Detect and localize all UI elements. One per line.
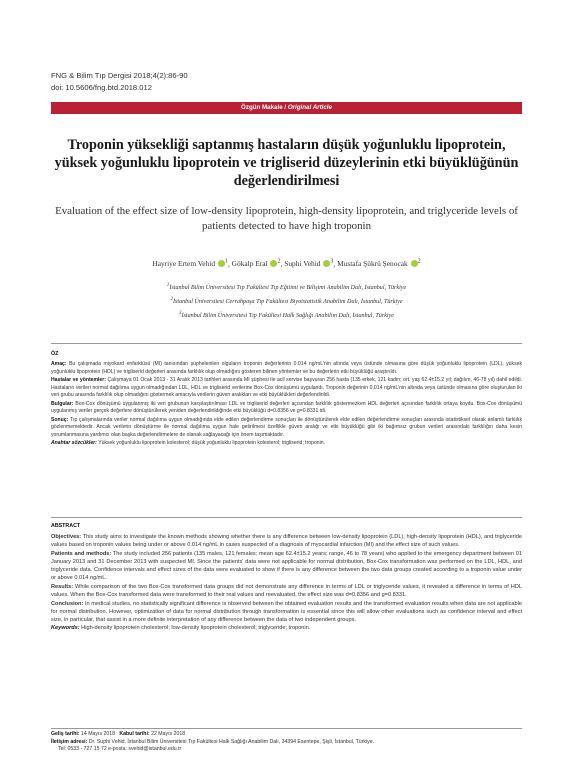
abstract-conclusion: Conclusion: In medical studies, no statistically significant difference is observed between the obtained evaluation results and the transformed evaluation results when data are not applicable for normal distribution. However, optimization of data for normal distribution through transformation is essential since this will allow other evaluations such as confidence interval and effect size, in particular, that assist in a more definite interpretation of any difference between the data of two independent groups. [51, 600, 522, 623]
article-type-sep: / [282, 104, 288, 111]
author: Suphi Vehid $^3$ [284, 259, 334, 269]
author: Gökalp Eral $^2$ [231, 259, 281, 269]
affiliation: $^3$İstanbul Bilim Üniversitesi Tıp Fakültesi Halk Sağlığı Anabilim Dalı, İstanbul, Türkiye [178, 310, 395, 320]
author: Mustafa Şükrü Şenocak $^2$ [337, 259, 421, 269]
oz-heading: ÖZ [51, 351, 59, 357]
divider [51, 517, 522, 518]
oz-keywords: Anahtar sözcükler: Yüksek yoğunluklu lipoprotein kolesterol; düşük yoğunluklu lipoprotein kolesterol; trigliserid; troponin. [51, 440, 325, 447]
contact-address: İletişim adresi: Dr. Suphi Vehid. İstanbul Bilim Üniversitesi Tıp Fakültesi Halk Sağlığı Anabilim Dalı, 34394 Esentepe, Şişli, İstanbul, Türkiye. [51, 738, 375, 745]
doi: doi: 10.5606/fng.btd.2018.012 [51, 83, 152, 92]
oz-amac: Amaç: Bu çalışmada miyokard enfarktüsü (MI) tanısından şüphelenilen olguların troponin değerlerinin 0.014 ng/mL'nin altında veya üstünde olmasına göre düşük yoğunluklu lipoprotein (LDL), yüksek yoğunluklu lipoprotein (HDL) ve trigliserid değerleri arasında farklılık olup olmadığını gösteren bilinen yöntemler ve bu değerlerin etki büyüklüğü araştırıldı. [51, 361, 522, 375]
abstract-keywords: Keywords: High-density lipoprotein cholesterol; low-density lipoprotein cholesterol; triglyceride; troponin. [51, 625, 311, 632]
turkish-abstract [51, 361, 522, 449]
abstract-heading: ABSTRACT [51, 523, 81, 529]
divider [51, 343, 522, 344]
article-type-bar [51, 102, 522, 114]
divider [51, 728, 522, 729]
oz-sonuc: Sonuç: Tıp çalışmalarında veriler normal dağılıma uygun olmadığında elde edilen değerlendirme sonuçları ile dönüştürülerek elde edilen değerlendirme sonuçları arasında istatistiksel olarak anlamlı farklılık gözlenmemektedir. Ancak verilerin dönüştürme ile normal dağılıma uygun hale getirilmesi özellikle güven aralığı ve etki büyüklüğü gibi iki bağımsız grubun verileri arasındaki farklılığın daha kesin yorumlanmasına yardımcı olan başka değerlendirmelere de olanak sağlayacağı için önem taşımaktadır. [51, 416, 523, 439]
contact-phone-email: Tel: 0533 - 727 15 72 e-posta: svehid@istanbul.edu.tr [58, 746, 182, 753]
orcid-icon[interactable] [218, 260, 225, 267]
article-type-en: Original Article [287, 104, 332, 111]
abstract-patients: Patients and methods: The study included 256 patients (135 males, 121 females; mean age 62.4±15.2 years; range, 46 to 78 years) who applied to the emergency department between 01 January 2013 and 31 December 2013 with suspected MI. Since the patients' data were not applicable for normal distribution, Box-Cox transformation was performed on the LDL, HDL, and triglyceride data. Confidence intervals and effect sizes of the data were evaluated to show if there is any difference between the two data groups created according to a troponin value under or above 0.014 ng/mL. [51, 550, 522, 582]
abstract-results: Results: While comparison of the two Box-Cox transformed data groups did not demonstrate any difference in terms of LDL or triglyceride values, it revealed a difference in terms of HDL values. When the Box-Cox transformed data were transformed to their real values and reevaluated, the effect size was d=0.8356 and g=0.8331. [51, 583, 522, 598]
affiliation: $^2$İstanbul Üniversitesi Cerrahpaşa Tıp Fakültesi Biyoistatistik Anabilim Dalı, İstanbul, Türkiye [170, 296, 403, 306]
journal-header [51, 70, 188, 94]
author-list: Hayriye Ertem Vehid $^1$, Gökalp Eral $^2$, Suphi Vehid $^3$, Mustafa Şükrü Şenocak $^2$ [152, 259, 421, 269]
orcid-icon[interactable] [411, 260, 418, 267]
article-footer [51, 731, 522, 754]
author: Hayriye Ertem Vehid $^1$ [152, 259, 228, 269]
dates: Geliş tarihi: 14 Mayıs 2018 Kabul tarihi: 22 Mayıs 2018 [51, 731, 186, 737]
title-turkish: Troponin yüksekliği saptanmış hastaların düşük yoğunluklu lipoprotein, yüksek yoğunluklu lipoprotein ve trigliserid düzeylerinin etki büyüklüğünün değerlendirilmesi [54, 137, 519, 189]
oz-bulgular: Bulgular: Box-Cox dönüşümü uygulanmış iki veri grubunun karşılaştırılması LDL ve trigliserid değerleri açısından farklılık göstermezken HDL değerleri açısından farklılık ortaya koydu. Box-Cox dönüşümü uygulanmış veriler gerçek değerlere dönüştürülerek yeniden değerlendirildiğinde etki büyüklüğü d=0.8356 ve g=0.8331 idi. [51, 400, 522, 415]
article-type-tr: Özgün Makale [241, 104, 283, 111]
title-english: Evaluation of the effect size of low-density lipoprotein, high-density lipoprotein, and triglyceride levels of patients detected to have high troponin [55, 205, 518, 232]
affiliations [51, 280, 522, 322]
journal-citation: FNG & Bilim Tıp Dergisi 2018;4(2):86-90 [51, 71, 188, 80]
english-abstract [51, 533, 522, 633]
affiliation: $^1$İstanbul Bilim Üniversitesi Tıp Fakültesi Tıp Eğitimi ve Bilişimi Anabilim Dalı, İstanbul, Türkiye [166, 282, 407, 292]
abstract-objectives: Objectives: This study aims to investigate the known methods showing whether there is any difference between low-density lipoprotein (LDL), high-density lipoprotein (HDL), and triglyceride values based on troponin values being under or above 0.014 ng/mL in cases suspected of a diagnosis of myocardial infarction (MI) and the effect size of such values. [51, 534, 523, 549]
oz-hastalar: Hastalar ve yöntemler: Çalışmaya 01 Ocak 2013 - 31 Aralık 2013 tarihleri arasında MI şüphesi ile acil servise başvuran 256 hasta (135 erkek, 121 kadın; ort. yaş 62.4±15.2 yıl; dağılım, 46-78 yıl) dahil edildi. Hastaların verileri normal dağılıma uygun olmadığından LDL, HDL ve trigliserid verilerine Box-Cox dönüşümü uygulandı. Troponin değerinin 0.014 ng/mL'nin altında veya üstünde olmasına göre oluşturulan iki veri grubu arasında farklılık olup olmadığını göstermek amacıyla verilerin güven aralıkları ve etki büyüklükleri değerlendirildi. [51, 377, 522, 399]
